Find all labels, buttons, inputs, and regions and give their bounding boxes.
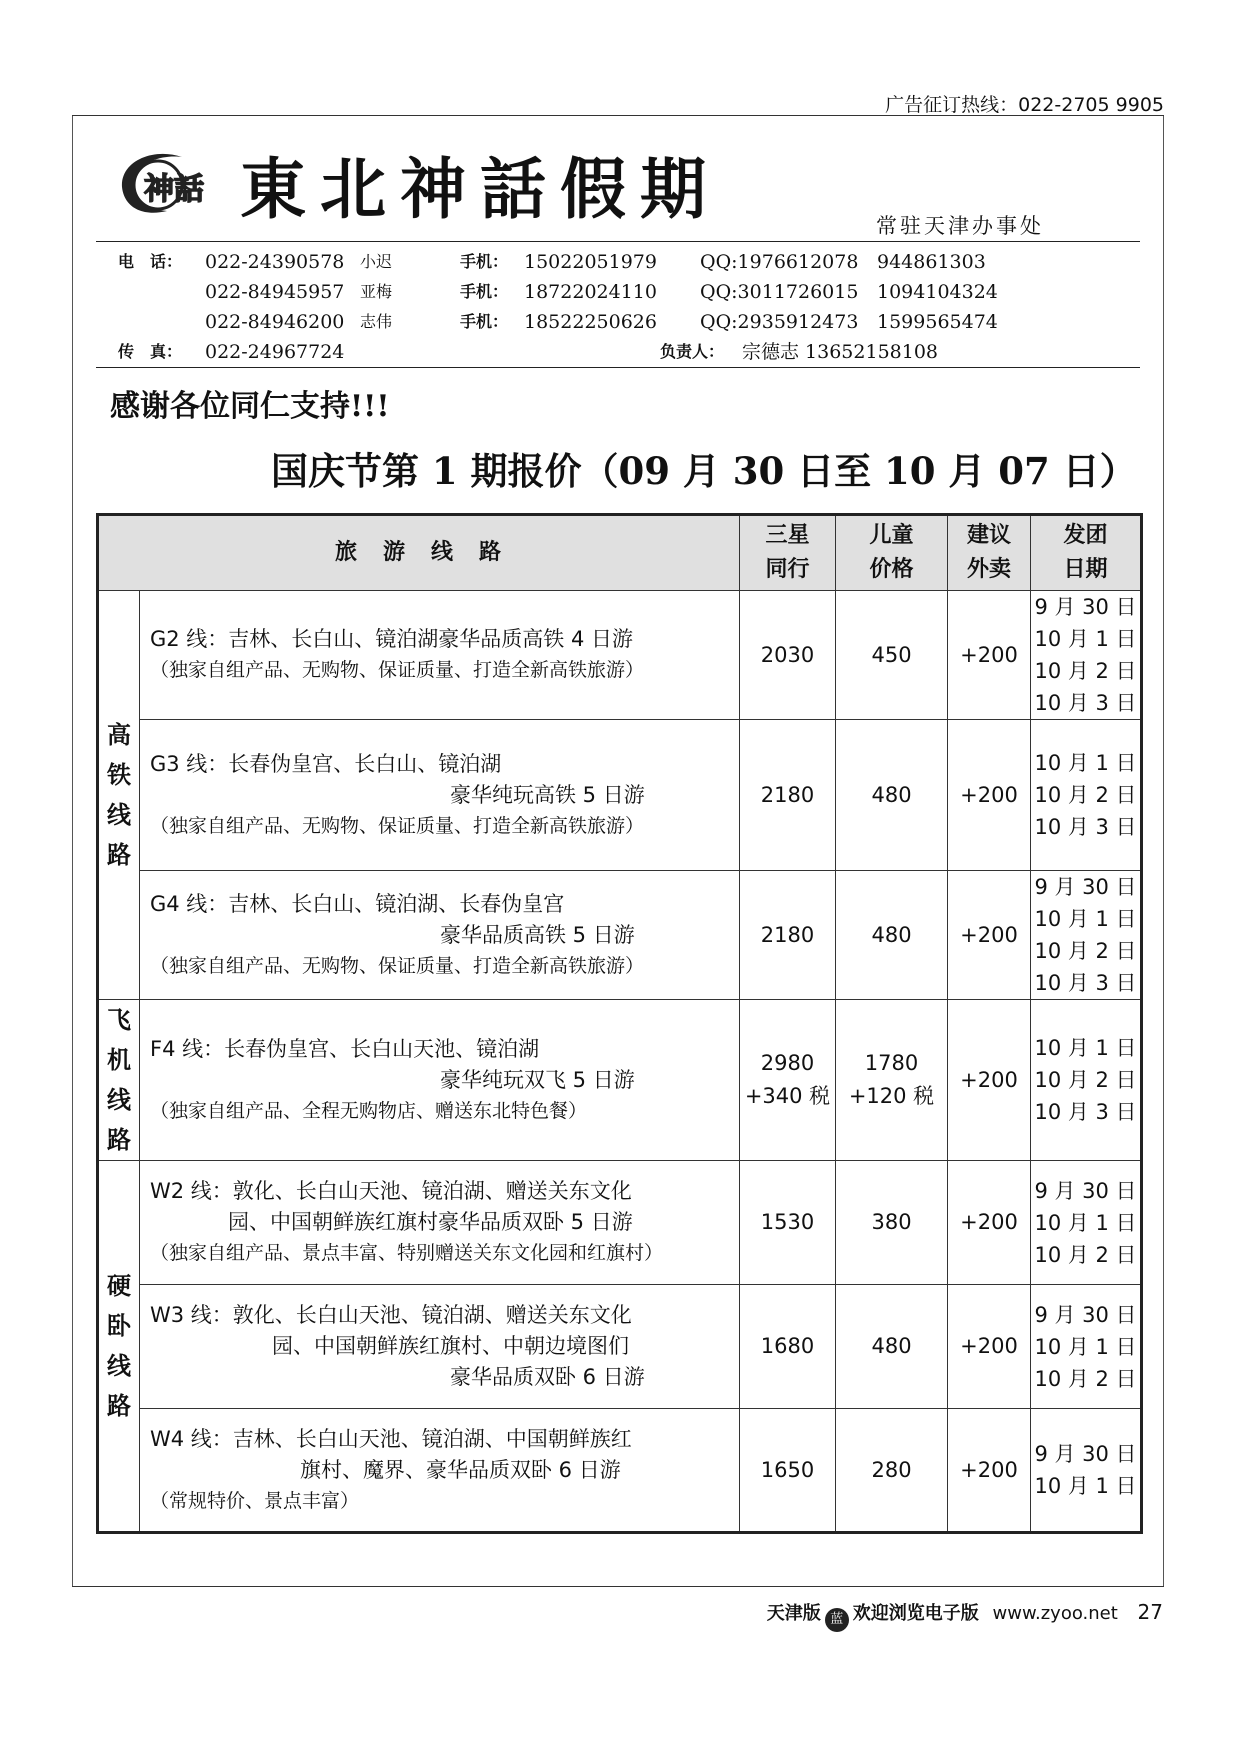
route-cell: W2 线：敦化、长白山天池、镜泊湖、赠送关东文化 园、中国朝鲜族红旗村豪华品质双卧 5 日游 （独家自组产品、景点丰富、特别赠送关东文化园和红旗村） <box>140 1161 740 1285</box>
mobile-label: 手机： <box>460 312 509 331</box>
mobile-number: 15022051979 <box>524 251 657 273</box>
table-row <box>98 871 1142 1000</box>
qq-number-2: 1599565474 <box>877 311 998 333</box>
mobile-label: 手机： <box>460 282 509 301</box>
manager-label: 负责人： <box>660 342 725 361</box>
mobile-label: 手机： <box>460 252 509 271</box>
phone-number: 022-24390578 <box>205 251 345 273</box>
child-price: 480 <box>836 871 948 1000</box>
edition-badge-icon: 蓝 <box>825 1608 849 1632</box>
peer-price: 2030 <box>740 591 836 720</box>
contact-name: 志伟 <box>360 312 393 331</box>
route-cell: W3 线：敦化、长白山天池、镜泊湖、赠送关东文化 园、中国朝鲜族红旗村、中朝边境图们 豪华品质双卧 6 日游 <box>140 1285 740 1409</box>
ad-hotline: 广告征订热线：022-2705 9905 <box>885 94 1164 116</box>
suggested-sale: +200 <box>948 591 1031 720</box>
qq-number: QQ:3011726015 <box>700 281 859 303</box>
footer <box>767 1599 1163 1632</box>
edition-label: 天津版 <box>766 1603 821 1624</box>
child-price: 450 <box>836 591 948 720</box>
contact-name: 亚梅 <box>360 282 393 301</box>
departure-dates: 9 月 30 日 10 月 1 日 10 月 2 日 10 月 3 日 <box>1031 591 1142 720</box>
office-label: 常驻天津办事处 <box>876 214 1044 238</box>
welcome-text: 欢迎浏览电子版 <box>852 1603 979 1624</box>
peer-price: 1680 <box>740 1285 836 1409</box>
category-sleeper: 硬 卧 线 路 <box>98 1161 140 1533</box>
suggested-sale: +200 <box>948 1161 1031 1285</box>
child-price: 480 <box>836 1285 948 1409</box>
route-cell: F4 线：长春伪皇宫、长白山天池、镜泊湖 豪华纯玩双飞 5 日游 （独家自组产品、全程无购物店、赠送东北特色餐） <box>140 1000 740 1161</box>
phone-number: 022-84946200 <box>205 311 345 333</box>
manager-contact: 宗德志 13652158108 <box>742 341 939 363</box>
suggested-sale: +200 <box>948 720 1031 871</box>
qq-number: QQ:1976612078 <box>700 251 859 273</box>
category-rail: 高 铁 线 路 <box>98 591 140 1000</box>
footer-divider <box>72 1586 1164 1587</box>
child-price: 280 <box>836 1409 948 1533</box>
fax-number: 022-24967724 <box>205 341 345 363</box>
table-row <box>98 1161 1142 1285</box>
qq-number-2: 1094104324 <box>877 281 998 303</box>
child-price: 380 <box>836 1161 948 1285</box>
suggested-sale: +200 <box>948 1000 1031 1161</box>
quote-title: 国庆节第 1 期报价（09 月 30 日至 10 月 07 日） <box>271 449 1137 493</box>
table-row <box>98 1285 1142 1409</box>
peer-price: 2980 +340 税 <box>740 1000 836 1161</box>
page-number: 27 <box>1137 1600 1163 1624</box>
table-header-row <box>98 515 1142 591</box>
peer-price: 2180 <box>740 871 836 1000</box>
header-child-price: 儿童 价格 <box>836 515 948 591</box>
thanks-heading: 感谢各位同仁支持!!! <box>110 389 390 424</box>
site-link[interactable]: www.zyoo.net <box>992 1603 1118 1624</box>
contacts-divider <box>96 367 1140 368</box>
fax-label: 传 真： <box>118 342 183 361</box>
category-air: 飞 机 线 路 <box>98 1000 140 1161</box>
table-row <box>98 1000 1142 1161</box>
svg-text:神話: 神話 <box>144 172 204 207</box>
table-row <box>98 591 1142 720</box>
departure-dates: 9 月 30 日 10 月 1 日 10 月 2 日 10 月 3 日 <box>1031 871 1142 1000</box>
table-row <box>98 1409 1142 1533</box>
route-cell: G4 线：吉林、长白山、镜泊湖、长春伪皇宫 豪华品质高铁 5 日游 （独家自组产品、无购物、保证质量、打造全新高铁旅游） <box>140 871 740 1000</box>
header-route: 旅 游 线 路 <box>98 515 740 591</box>
child-price: 480 <box>836 720 948 871</box>
departure-dates: 9 月 30 日 10 月 1 日 10 月 2 日 <box>1031 1285 1142 1409</box>
brand-name: 東北神話假期 <box>240 150 720 228</box>
child-price: 1780 +120 税 <box>836 1000 948 1161</box>
mobile-number: 18722024110 <box>524 281 657 303</box>
suggested-sale: +200 <box>948 871 1031 1000</box>
departure-dates: 10 月 1 日 10 月 2 日 10 月 3 日 <box>1031 720 1142 871</box>
departure-dates: 9 月 30 日 10 月 1 日 <box>1031 1409 1142 1533</box>
header-suggested-sale: 建议 外卖 <box>948 515 1031 591</box>
peer-price: 1530 <box>740 1161 836 1285</box>
price-table <box>96 513 1143 1534</box>
peer-price: 2180 <box>740 720 836 871</box>
qq-number: QQ:2935912473 <box>700 311 859 333</box>
route-cell: G3 线：长春伪皇宫、长白山、镜泊湖 豪华纯玩高铁 5 日游 （独家自组产品、无购物、保证质量、打造全新高铁旅游） <box>140 720 740 871</box>
mobile-number: 18522250626 <box>524 311 657 333</box>
header-peer-price: 三星 同行 <box>740 515 836 591</box>
suggested-sale: +200 <box>948 1285 1031 1409</box>
qq-number-2: 944861303 <box>877 251 986 273</box>
route-cell: G2 线：吉林、长白山、镜泊湖豪华品质高铁 4 日游 （独家自组产品、无购物、保证质量、打造全新高铁旅游） <box>140 591 740 720</box>
route-cell: W4 线：吉林、长白山天池、镜泊湖、中国朝鲜族红 旗村、魔界、豪华品质双卧 6 日游 （常规特价、景点丰富） <box>140 1409 740 1533</box>
suggested-sale: +200 <box>948 1409 1031 1533</box>
departure-dates: 9 月 30 日 10 月 1 日 10 月 2 日 <box>1031 1161 1142 1285</box>
phone-label: 电 话： <box>118 252 183 271</box>
table-row <box>98 720 1142 871</box>
peer-price: 1650 <box>740 1409 836 1533</box>
brand-logo <box>112 147 204 219</box>
phone-number: 022-84945957 <box>205 281 345 303</box>
departure-dates: 10 月 1 日 10 月 2 日 10 月 3 日 <box>1031 1000 1142 1161</box>
header-divider <box>96 241 1140 242</box>
contact-name: 小迟 <box>360 252 393 271</box>
header-departure-dates: 发团 日期 <box>1031 515 1142 591</box>
